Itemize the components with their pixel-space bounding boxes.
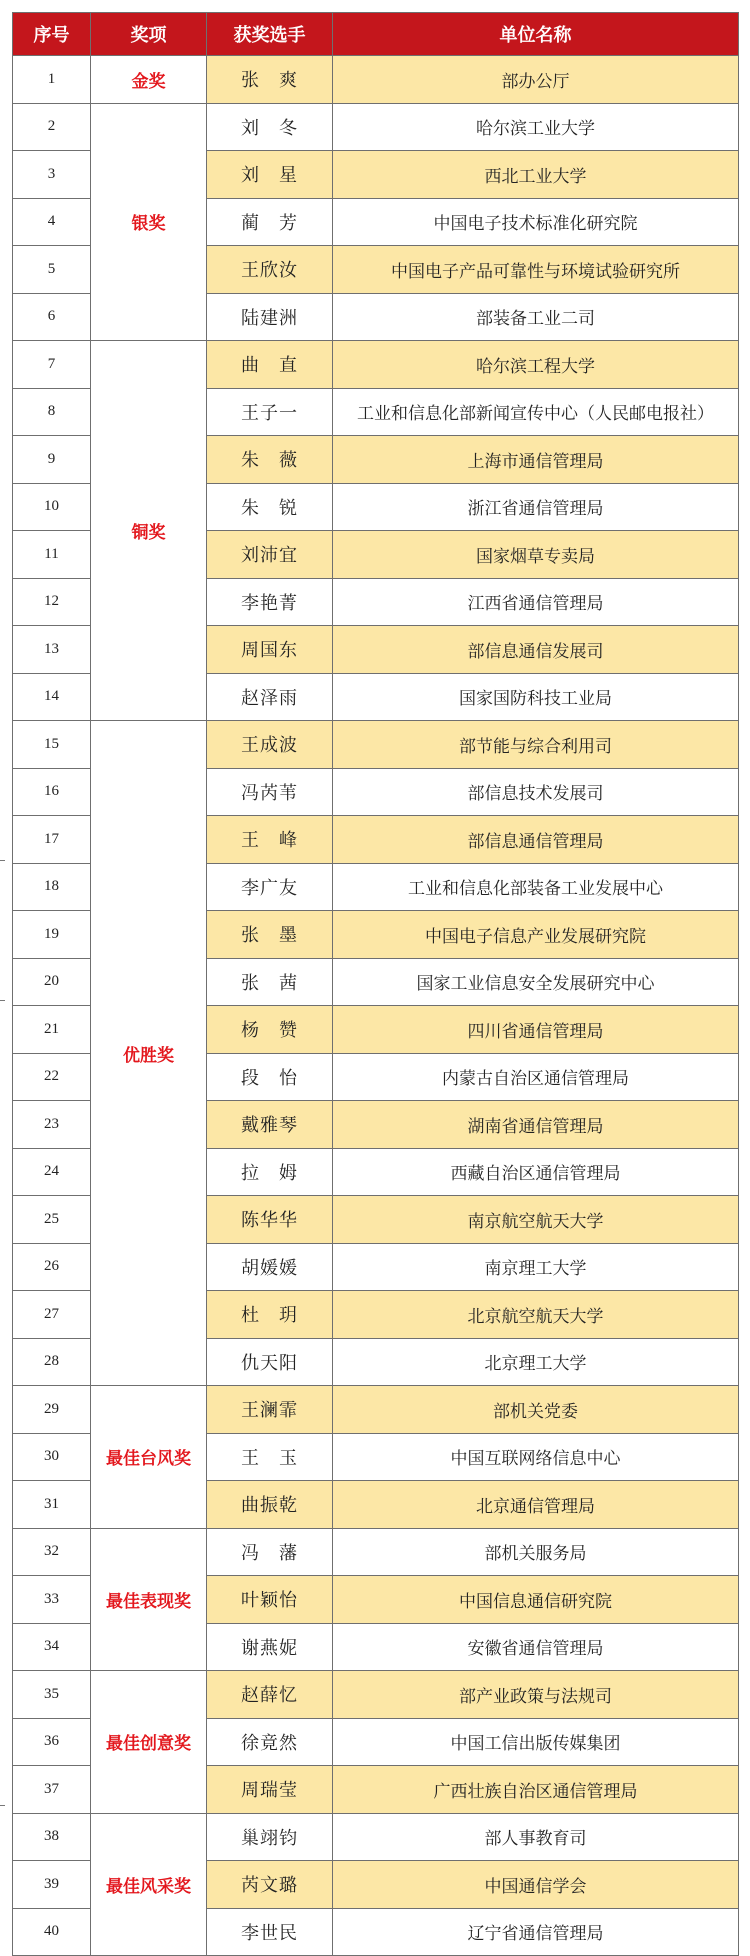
award-cell: 最佳创意奖 [91, 1671, 207, 1814]
unit-name: 部装备工业二司 [333, 293, 739, 341]
row-number: 29 [13, 1386, 91, 1434]
unit-name: 部信息通信管理局 [333, 816, 739, 864]
winner-name: 冯芮苇 [207, 768, 333, 816]
row-number: 3 [13, 151, 91, 199]
unit-name: 工业和信息化部新闻宣传中心（人民邮电报社） [333, 388, 739, 436]
unit-name: 广西壮族自治区通信管理局 [333, 1766, 739, 1814]
winner-name: 杨 赞 [207, 1006, 333, 1054]
row-number: 4 [13, 198, 91, 246]
row-number: 23 [13, 1101, 91, 1149]
table-row [13, 721, 739, 769]
winner-name: 张 茜 [207, 958, 333, 1006]
winner-name: 王澜霏 [207, 1386, 333, 1434]
unit-name: 部节能与综合利用司 [333, 721, 739, 769]
row-number: 8 [13, 388, 91, 436]
row-number: 37 [13, 1766, 91, 1814]
row-number: 32 [13, 1528, 91, 1576]
unit-name: 中国互联网络信息中心 [333, 1433, 739, 1481]
unit-name: 部信息通信发展司 [333, 626, 739, 674]
row-number: 5 [13, 246, 91, 294]
winner-name: 段 怡 [207, 1053, 333, 1101]
table-row [13, 103, 739, 151]
winner-name: 陈华华 [207, 1196, 333, 1244]
unit-name: 西藏自治区通信管理局 [333, 1148, 739, 1196]
unit-name: 内蒙古自治区通信管理局 [333, 1053, 739, 1101]
winner-name: 赵薛忆 [207, 1671, 333, 1719]
award-cell: 金奖 [91, 56, 207, 104]
winner-name: 陆建洲 [207, 293, 333, 341]
unit-name: 哈尔滨工业大学 [333, 103, 739, 151]
unit-name: 哈尔滨工程大学 [333, 341, 739, 389]
award-cell: 最佳风采奖 [91, 1813, 207, 1956]
row-number: 30 [13, 1433, 91, 1481]
winner-name: 仇天阳 [207, 1338, 333, 1386]
unit-name: 中国工信出版传媒集团 [333, 1718, 739, 1766]
unit-name: 辽宁省通信管理局 [333, 1908, 739, 1956]
table-row [13, 341, 739, 389]
row-number: 31 [13, 1481, 91, 1529]
row-number: 38 [13, 1813, 91, 1861]
winner-name: 徐竟然 [207, 1718, 333, 1766]
row-number: 11 [13, 531, 91, 579]
table-row [13, 1528, 739, 1576]
winner-name: 周国东 [207, 626, 333, 674]
winner-name: 李广友 [207, 863, 333, 911]
unit-name: 浙江省通信管理局 [333, 483, 739, 531]
unit-name: 中国电子信息产业发展研究院 [333, 911, 739, 959]
unit-name: 安徽省通信管理局 [333, 1623, 739, 1671]
table-body [13, 56, 739, 1956]
row-number: 19 [13, 911, 91, 959]
unit-name: 部信息技术发展司 [333, 768, 739, 816]
row-number: 15 [13, 721, 91, 769]
winner-name: 叶颖怡 [207, 1576, 333, 1624]
unit-name: 中国通信学会 [333, 1861, 739, 1909]
unit-name: 部机关服务局 [333, 1528, 739, 1576]
header-unit: 单位名称 [333, 13, 739, 56]
row-number: 33 [13, 1576, 91, 1624]
unit-name: 中国电子产品可靠性与环境试验研究所 [333, 246, 739, 294]
winner-name: 拉 姆 [207, 1148, 333, 1196]
row-number: 28 [13, 1338, 91, 1386]
winner-name: 蔺 芳 [207, 198, 333, 246]
unit-name: 南京航空航天大学 [333, 1196, 739, 1244]
winner-name: 朱 锐 [207, 483, 333, 531]
winner-name: 王欣汝 [207, 246, 333, 294]
unit-name: 南京理工大学 [333, 1243, 739, 1291]
row-number: 1 [13, 56, 91, 104]
margin-tick [0, 1000, 5, 1001]
header-award: 奖项 [91, 13, 207, 56]
award-cell: 最佳台风奖 [91, 1386, 207, 1529]
award-cell: 最佳表现奖 [91, 1528, 207, 1671]
unit-name: 四川省通信管理局 [333, 1006, 739, 1054]
header-no: 序号 [13, 13, 91, 56]
winner-name: 刘 冬 [207, 103, 333, 151]
row-number: 12 [13, 578, 91, 626]
award-cell: 铜奖 [91, 341, 207, 721]
table-row [13, 1813, 739, 1861]
row-number: 13 [13, 626, 91, 674]
margin-tick [0, 860, 5, 861]
unit-name: 中国电子技术标准化研究院 [333, 198, 739, 246]
winner-name: 王 玉 [207, 1433, 333, 1481]
winner-name: 李世民 [207, 1908, 333, 1956]
row-number: 21 [13, 1006, 91, 1054]
row-number: 9 [13, 436, 91, 484]
unit-name: 中国信息通信研究院 [333, 1576, 739, 1624]
unit-name: 部办公厅 [333, 56, 739, 104]
table-row [13, 1671, 739, 1719]
winner-name: 赵泽雨 [207, 673, 333, 721]
unit-name: 部人事教育司 [333, 1813, 739, 1861]
row-number: 7 [13, 341, 91, 389]
row-number: 24 [13, 1148, 91, 1196]
row-number: 16 [13, 768, 91, 816]
row-number: 22 [13, 1053, 91, 1101]
winner-name: 李艳菁 [207, 578, 333, 626]
winner-name: 巢翊钧 [207, 1813, 333, 1861]
awards-table [12, 12, 739, 1956]
row-number: 18 [13, 863, 91, 911]
winner-name: 王成波 [207, 721, 333, 769]
row-number: 27 [13, 1291, 91, 1339]
unit-name: 北京通信管理局 [333, 1481, 739, 1529]
unit-name: 国家国防科技工业局 [333, 673, 739, 721]
winner-name: 王 峰 [207, 816, 333, 864]
unit-name: 北京航空航天大学 [333, 1291, 739, 1339]
header-row [13, 13, 739, 56]
unit-name: 部产业政策与法规司 [333, 1671, 739, 1719]
unit-name: 湖南省通信管理局 [333, 1101, 739, 1149]
row-number: 26 [13, 1243, 91, 1291]
row-number: 6 [13, 293, 91, 341]
row-number: 35 [13, 1671, 91, 1719]
unit-name: 部机关党委 [333, 1386, 739, 1434]
unit-name: 上海市通信管理局 [333, 436, 739, 484]
award-cell: 银奖 [91, 103, 207, 341]
table-row [13, 56, 739, 104]
winner-name: 刘 星 [207, 151, 333, 199]
winner-name: 胡媛媛 [207, 1243, 333, 1291]
row-number: 34 [13, 1623, 91, 1671]
row-number: 40 [13, 1908, 91, 1956]
winner-name: 张 爽 [207, 56, 333, 104]
row-number: 36 [13, 1718, 91, 1766]
row-number: 10 [13, 483, 91, 531]
header-winner: 获奖选手 [207, 13, 333, 56]
unit-name: 国家工业信息安全发展研究中心 [333, 958, 739, 1006]
winner-name: 王子一 [207, 388, 333, 436]
winner-name: 张 墨 [207, 911, 333, 959]
winner-name: 戴雅琴 [207, 1101, 333, 1149]
unit-name: 江西省通信管理局 [333, 578, 739, 626]
award-cell: 优胜奖 [91, 721, 207, 1386]
awards-table-container [12, 12, 739, 1956]
unit-name: 北京理工大学 [333, 1338, 739, 1386]
row-number: 17 [13, 816, 91, 864]
row-number: 14 [13, 673, 91, 721]
row-number: 20 [13, 958, 91, 1006]
unit-name: 西北工业大学 [333, 151, 739, 199]
unit-name: 工业和信息化部装备工业发展中心 [333, 863, 739, 911]
winner-name: 曲 直 [207, 341, 333, 389]
winner-name: 谢燕妮 [207, 1623, 333, 1671]
margin-tick [0, 1805, 5, 1806]
winner-name: 芮文璐 [207, 1861, 333, 1909]
winner-name: 周瑞莹 [207, 1766, 333, 1814]
winner-name: 刘沛宜 [207, 531, 333, 579]
unit-name: 国家烟草专卖局 [333, 531, 739, 579]
table-row [13, 1386, 739, 1434]
winner-name: 杜 玥 [207, 1291, 333, 1339]
winner-name: 曲振乾 [207, 1481, 333, 1529]
winner-name: 冯 藩 [207, 1528, 333, 1576]
row-number: 2 [13, 103, 91, 151]
winner-name: 朱 薇 [207, 436, 333, 484]
row-number: 25 [13, 1196, 91, 1244]
row-number: 39 [13, 1861, 91, 1909]
